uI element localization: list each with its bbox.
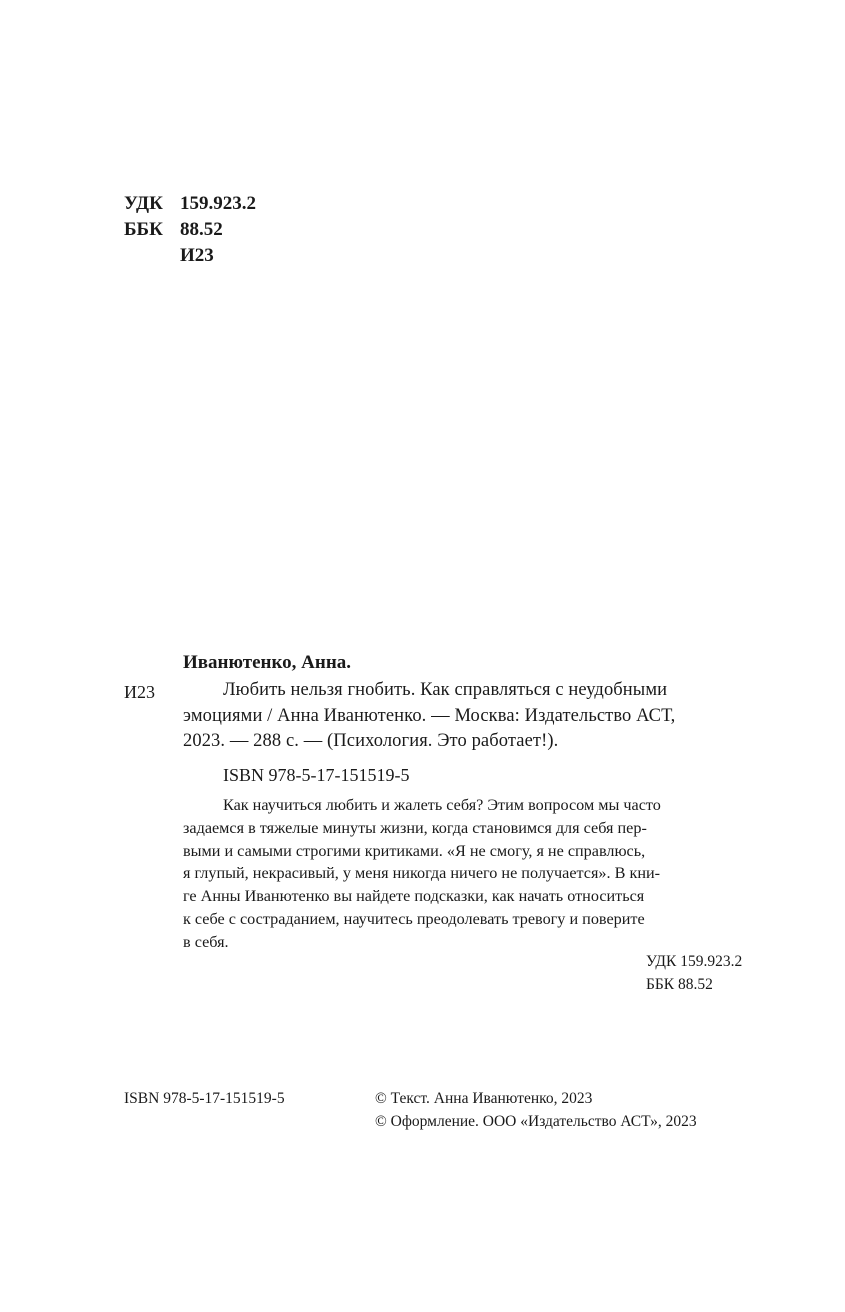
bbk-label: ББК — [124, 219, 163, 240]
description-line: 2023. — 288 с. — (Психология. Это работает!). — [183, 731, 559, 751]
annotation-line: задаемся в тяжелые минуты жизни, когда становимся для себя пер- — [183, 818, 647, 837]
design-copyright: © Оформление. ООО «Издательство АСТ», 2023 — [375, 1113, 697, 1130]
footer-isbn: ISBN 978-5-17-151519-5 — [124, 1090, 285, 1107]
bbk-row — [124, 217, 256, 243]
description-line: эмоциями / Анна Иванютенко. — Москва: Издательство АСТ, — [183, 705, 676, 726]
author-heading: Иванютенко, Анна. — [183, 652, 352, 673]
bbk-value: 88.52 — [180, 219, 223, 240]
bbk-code: ББК 88.52 — [646, 976, 713, 993]
udk-row — [124, 191, 256, 217]
udk-code: УДК 159.923.2 — [646, 953, 743, 970]
author-mark-row — [124, 243, 256, 269]
bibliographic-description — [183, 678, 749, 755]
annotation-line: Как научиться любить и жалеть себя? Этим вопросом мы часто — [223, 796, 661, 814]
udk-value: 159.923.2 — [180, 193, 256, 214]
description-line: Любить нельзя гнобить. Как справляться с неудобными — [223, 680, 668, 700]
classification-codes — [646, 950, 742, 996]
text-copyright: © Текст. Анна Иванютенко, 2023 — [375, 1090, 593, 1107]
udk-label: УДК — [124, 193, 163, 214]
annotation-line: в себя. — [183, 932, 229, 951]
card-isbn: ISBN 978-5-17-151519-5 — [223, 765, 410, 785]
annotation-paragraph — [183, 794, 749, 954]
annotation-line: к себе с состраданием, научитесь преодолевать тревогу и поверите — [183, 909, 645, 928]
annotation-line: ге Анны Иванютенко вы найдете подсказки, как начать относиться — [183, 887, 645, 906]
classification-block — [124, 191, 256, 269]
annotation-line: выми и самыми строгими критиками. «Я не смогу, я не справлюсь, — [183, 841, 646, 860]
annotation-line: я глупый, некрасивый, у меня никогда ничего не получается». В кни- — [183, 864, 661, 883]
author-mark-code: И23 — [180, 245, 214, 266]
copyright-block — [375, 1087, 697, 1133]
author-mark: И23 — [124, 682, 155, 702]
